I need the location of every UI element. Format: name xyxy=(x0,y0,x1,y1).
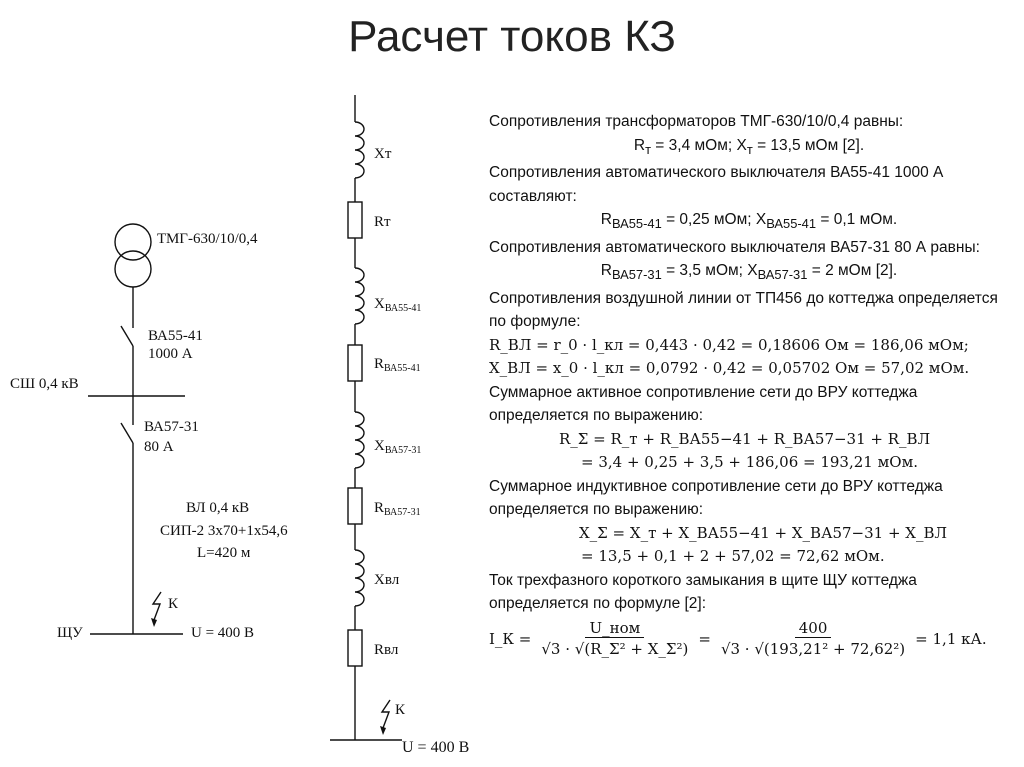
line-label-2: СИП-2 3х70+1х54,6 xyxy=(160,523,288,539)
calculation-text xyxy=(489,110,1009,664)
formula-r-sum-value: = 3,4 + 0,25 + 3,5 + 186,06 = 193,21 мОм. xyxy=(581,453,919,472)
paragraph: Суммарное активное сопротивление сети до ВРУ коттеджа определяется по выражению: xyxy=(489,383,918,425)
transformer-label: ТМГ-630/10/0,4 xyxy=(157,231,258,247)
label-xvl: Хвл xyxy=(374,572,400,588)
formula-x-sum: X_Σ = X_т + X_ВА55−41 + X_ВА57−31 + X_ВЛ xyxy=(579,523,948,542)
transformer-winding-upper xyxy=(115,224,151,260)
paragraph: Сопротивления автоматического выключателя ВА55-41 1000 А составляют: xyxy=(489,164,944,205)
resistor-r-va5541 xyxy=(348,345,362,381)
fault-arrowhead xyxy=(380,726,386,735)
line-label-1: ВЛ 0,4 кВ xyxy=(186,500,250,516)
breaker2-name: ВА57-31 xyxy=(144,419,199,435)
label-rt: Rт xyxy=(374,214,391,230)
paragraph: Ток трехфазного короткого замыкания в щите ЩУ коттеджа определяется по формуле [2]: xyxy=(489,571,917,613)
breaker1-name: ВА55-41 xyxy=(148,328,203,344)
breaker2-contact xyxy=(121,423,133,443)
fault-arrowhead xyxy=(151,618,157,627)
formula-breaker2: $R_{ВА57-31} = 3,5$ мОм; $Х_{ВА57-31} = 2$ мОм [2]. xyxy=(600,262,898,283)
formula-lhs: I_К = xyxy=(489,630,532,649)
label-xt: Хт xyxy=(374,146,392,162)
fault-label: К xyxy=(168,596,179,612)
voltage-label: U = 400 В xyxy=(191,625,255,641)
resistor-rt xyxy=(348,202,362,238)
formula-x-sum-value: = 13,5 + 0,1 + 2 + 57,02 = 72,62 мОм. xyxy=(581,547,885,566)
fault-arrow xyxy=(153,592,161,620)
breaker2-rating: 80 А xyxy=(144,439,174,455)
formula-x-line: X_ВЛ = x_0 · l_кл = 0,0792 · 0,42 = 0,05702 Ом = 57,02 мОм. xyxy=(489,359,970,378)
denominator: √3 · √(193,21² + 72,62²) xyxy=(720,640,906,659)
formula-breaker1: $R_{ВА55-41} = 0,25$ мОм; $Х_{ВА55-41} = 0,1$ мОм. xyxy=(600,211,898,232)
fraction-general xyxy=(537,619,692,660)
breaker1-rating: 1000 А xyxy=(148,346,193,362)
fraction-values xyxy=(717,619,909,660)
busbar-label: СШ 0,4 кВ xyxy=(10,376,79,392)
formula-r-sum: R_Σ = R_т + R_ВА55−41 + R_ВА57−31 + R_ВЛ xyxy=(559,429,931,448)
inductor-xvl xyxy=(355,550,364,606)
label-rvl: Rвл xyxy=(374,642,399,658)
numerator: U_ном xyxy=(585,619,644,638)
single-line-diagram xyxy=(0,0,490,767)
paragraph: Сопротивления трансформаторов ТМГ-630/10/0,4 равны: xyxy=(489,113,904,130)
numerator: 400 xyxy=(795,619,832,638)
inductor-x-va5541 xyxy=(355,268,364,324)
denominator: √3 · √(R_Σ² + X_Σ²) xyxy=(541,640,689,659)
line-label-3: L=420 м xyxy=(197,545,251,561)
result: = 1,1 кА. xyxy=(915,630,987,649)
panel-label: ЩУ xyxy=(57,625,83,641)
paragraph: Сопротивления воздушной линии от ТП456 до коттеджа определяется по формуле: xyxy=(489,289,998,331)
voltage-label: U = 400 В xyxy=(402,739,470,756)
formula-transformer: $R_т = 3,4$ мОм; $Х_т = 13,5$ мОм [2]. xyxy=(633,136,865,157)
equals: = xyxy=(698,630,711,649)
resistor-rvl xyxy=(348,630,362,666)
paragraph: Сопротивления автоматического выключателя ВА57-31 80 А равны: xyxy=(489,238,980,256)
formula-short-circuit-current xyxy=(489,616,1009,664)
paragraph: Суммарное индуктивное сопротивление сети до ВРУ коттеджа определяется по выражению: xyxy=(489,477,943,519)
label-x-va5541: $Х_{ВА55-41}$ xyxy=(374,296,422,314)
label-x-va5731: $Х_{ВА57-31}$ xyxy=(374,438,422,456)
resistor-r-va5731 xyxy=(348,488,362,524)
fault-label: К xyxy=(395,702,406,718)
fault-arrow xyxy=(382,700,390,728)
inductor-xt xyxy=(355,122,364,178)
label-r-va5731: $R_{ВА57-31}$ xyxy=(374,500,421,518)
inductor-x-va5731 xyxy=(355,412,364,468)
transformer-winding-lower xyxy=(115,251,151,287)
breaker1-contact xyxy=(121,326,133,346)
label-r-va5541: $R_{ВА55-41}$ xyxy=(374,356,421,374)
formula-r-line: R_ВЛ = r_0 · l_кл = 0,443 · 0,42 = 0,18606 Ом = 186,06 мОм; xyxy=(489,335,969,354)
slide-title: Расчет токов КЗ xyxy=(348,12,676,61)
